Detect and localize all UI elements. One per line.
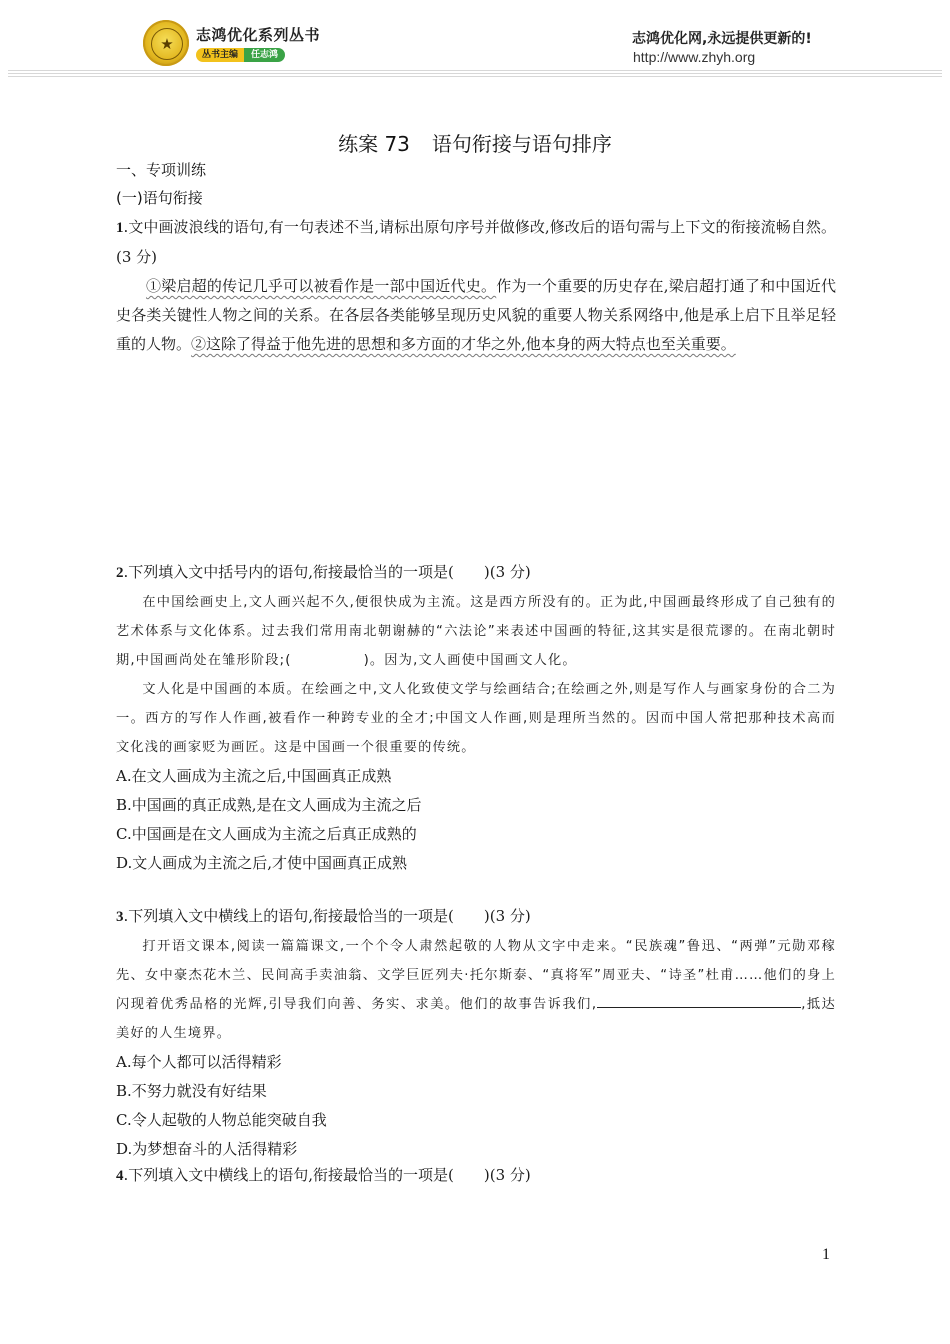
question-number: 2 [116,565,124,581]
question-3-passage [116,932,836,1048]
series-title: 志鸿优化系列丛书 [196,26,321,44]
passage-before-blank: 打开语文课本,阅读一篇篇课文,一个个令人肃然起敬的人物从文字中走来。“民族魂”鲁迅、“两弹”元勋邓稼先、女中豪杰花木兰、民间高手卖油翁、文学巨匠列夫·托尔斯泰、“真将军”周亚夫、“诗圣”杜甫……他们的身上闪现着优秀品格的光辉,引导我们向善、务实、求美。他们的故事告诉我们, [116,939,836,1012]
site-slogan: 志鸿优化网,永远提供更新的! [632,31,812,47]
editor-label: 丛书主编 [196,48,244,62]
question-3-prompt [116,902,836,932]
question-3 [116,902,836,1164]
option-d: D.文人画成为主流之后,才使中国画真正成熟 [116,854,408,872]
title-text: 语句衔接与语句排序 [431,132,612,156]
option-d: D.为梦想奋斗的人活得精彩 [116,1140,298,1158]
page-title [0,128,950,157]
editor-name: 任志鸿 [244,48,285,62]
question-2-prompt [116,558,836,588]
question-number: 4 [116,1168,124,1184]
zhihong-logo-seal-icon [143,20,189,66]
question-2 [116,558,836,878]
question-number: 3 [116,909,124,925]
editor-pill [196,48,285,62]
section-heading-sub1: (一)语句衔接 [116,189,203,207]
option-c: C.中国画是在文人画成为主流之后真正成熟的 [116,825,417,843]
title-prefix: 练案 73 [338,132,410,156]
passage-after-blank: ,抵达美好的人生境界。 [116,997,836,1041]
option-a: A.每个人都可以活得精彩 [116,1053,282,1071]
question-4 [116,1161,836,1191]
page-header [0,0,950,92]
site-url: http://www.zhyh.org [633,49,756,65]
question-3-prompt-text: .下列填入文中横线上的语句,衔接最恰当的一项是( )(3 分) [123,907,531,925]
question-1-prompt [116,213,836,272]
question-2-passage-p1: 在中国绘画史上,文人画兴起不久,便很快成为主流。这是西方所没有的。正为此,中国画最终形成了自己独有的艺术体系与文化体系。过去我们常用南北朝谢赫的“六法论”来表述中国画的特征,这其实是很荒谬的。在南北朝时期,中国画尚处在雏形阶段;( )。因为,文人画使中国画文人化。 [116,595,836,668]
option-b: B.中国画的真正成熟,是在文人画成为主流之后 [116,796,422,814]
section-heading-part1: 一、专项训练 [116,161,207,179]
marked-sentence-2: ②这除了得益于他先进的思想和多方面的才华之外,他本身的两大特点也至关重要。 [191,335,736,353]
question-4-prompt [116,1161,836,1191]
question-2-passage-p2: 文人化是中国画的本质。在绘画之中,文人化致使文学与绘画结合;在绘画之外,则是写作人与画家身份的合二为一。西方的写作人作画,被看作一种跨专业的全才;中国文人作画,则是理所当然的。因而中国人常把那种技术高而文化浅的画家贬为画匠。这是中国画一个很重要的传统。 [116,682,836,755]
page-number: 1 [822,1246,830,1263]
option-c: C.令人起敬的人物总能突破自我 [116,1111,327,1129]
question-4-prompt-text: .下列填入文中横线上的语句,衔接最恰当的一项是( )(3 分) [123,1166,531,1184]
option-a: A.在文人画成为主流之后,中国画真正成熟 [116,767,392,785]
question-1 [116,213,836,359]
question-number: 1 [116,220,124,236]
answer-blank [597,993,801,1008]
header-divider [8,70,942,79]
marked-sentence-1: ①梁启超的传记几乎可以被看作是一部中国近代史。 [146,277,497,295]
passage-sentence: 作为一个重要的历史存在,梁启超打通了和中国近代史各类关键性人物之间的关系。在各层各类能够呈现历史风貌的重要人物关系网络中,他是承上启下且举足轻重的人物。 [116,277,836,353]
question-2-prompt-text: .下列填入文中括号内的语句,衔接最恰当的一项是( )(3 分) [123,563,531,581]
question-1-passage [116,272,836,359]
question-1-prompt-text: .文中画波浪线的语句,有一句表述不当,请标出原句序号并做修改,修改后的语句需与上下文的衔接流畅自然。(3 分) [116,218,836,266]
option-b: B.不努力就没有好结果 [116,1082,267,1100]
logo-seal-inner: ★ [151,28,183,60]
